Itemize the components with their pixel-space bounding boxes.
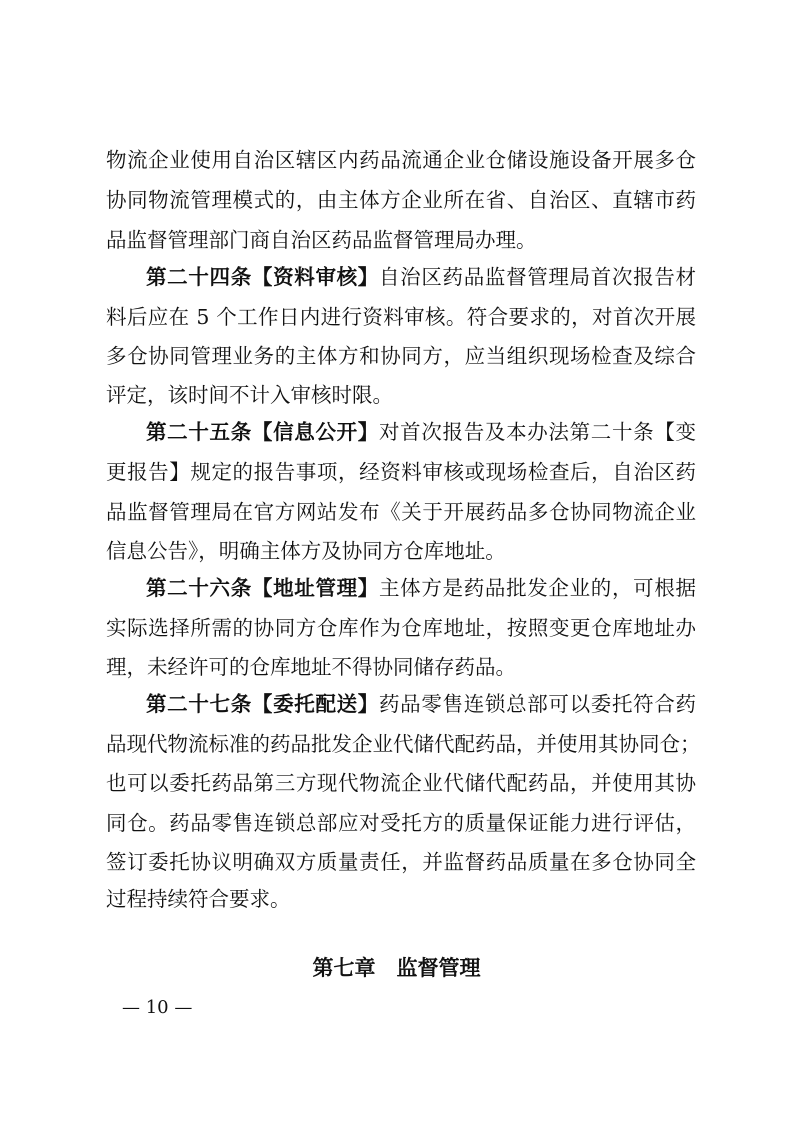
body-line: 过程持续符合要求。	[106, 887, 291, 911]
body-line: 更报告】规定的报告事项，经资料审核或现场检查后，自治区药	[106, 460, 696, 484]
article-27-title: 第二十七条【委托配送】	[146, 692, 379, 716]
body-line: 品现代物流标准的药品批发企业代储代配药品，并使用其协同仓；	[106, 732, 701, 756]
article-24-title: 第二十四条【资料审核】	[146, 265, 379, 289]
article-26-first-line	[146, 573, 696, 603]
article-27-text: 药品零售连锁总部可以委托符合药	[378, 692, 697, 716]
page-number: — 10 —	[122, 997, 193, 1018]
article-25-text: 对首次报告及本办法第二十条【变	[378, 420, 697, 444]
body-line: 物流企业使用自治区辖区内药品流通企业仓储设施设备开展多仓	[106, 148, 696, 172]
article-26-title: 第二十六条【地址管理】	[146, 576, 379, 600]
body-line: 多仓协同管理业务的主体方和协同方，应当组织现场检查及综合	[106, 344, 696, 368]
body-line: 品监督管理局在官方网站发布《关于开展药品多仓协同物流企业	[106, 500, 696, 524]
body-line: 同仓。药品零售连锁总部应对受托方的质量保证能力进行评估，	[106, 811, 696, 835]
chapter-heading: 第七章 监督管理	[312, 956, 481, 980]
body-line: 协同物流管理模式的，由主体方企业所在省、自治区、直辖市药	[106, 188, 696, 212]
article-26-text: 主体方是药品批发企业的，可根据	[378, 576, 697, 600]
body-line: 信息公告》，明确主体方及协同方仓库地址。	[106, 539, 506, 563]
article-24-first-line	[146, 262, 696, 292]
body-line: 签订委托协议明确双方质量责任，并监督药品质量在多仓协同全	[106, 850, 696, 874]
body-line: 实际选择所需的协同方仓库作为仓库地址，按照变更仓库地址办	[106, 616, 696, 640]
body-line: 评定，该时间不计入审核时限。	[106, 383, 393, 407]
article-25-first-line	[146, 417, 696, 447]
body-line: 也可以委托药品第三方现代物流企业代储代配药品，并使用其协	[106, 771, 696, 795]
article-27-first-line	[146, 689, 696, 719]
body-line: 料后应在 5 个工作日内进行资料审核。符合要求的，对首次开展	[106, 305, 696, 329]
article-24-text: 自治区药品监督管理局首次报告材	[378, 265, 697, 289]
body-line: 品监督管理部门商自治区药品监督管理局办理。	[106, 228, 537, 252]
body-line: 理，未经许可的仓库地址不得协同储存药品。	[106, 655, 516, 679]
article-25-title: 第二十五条【信息公开】	[146, 420, 379, 444]
